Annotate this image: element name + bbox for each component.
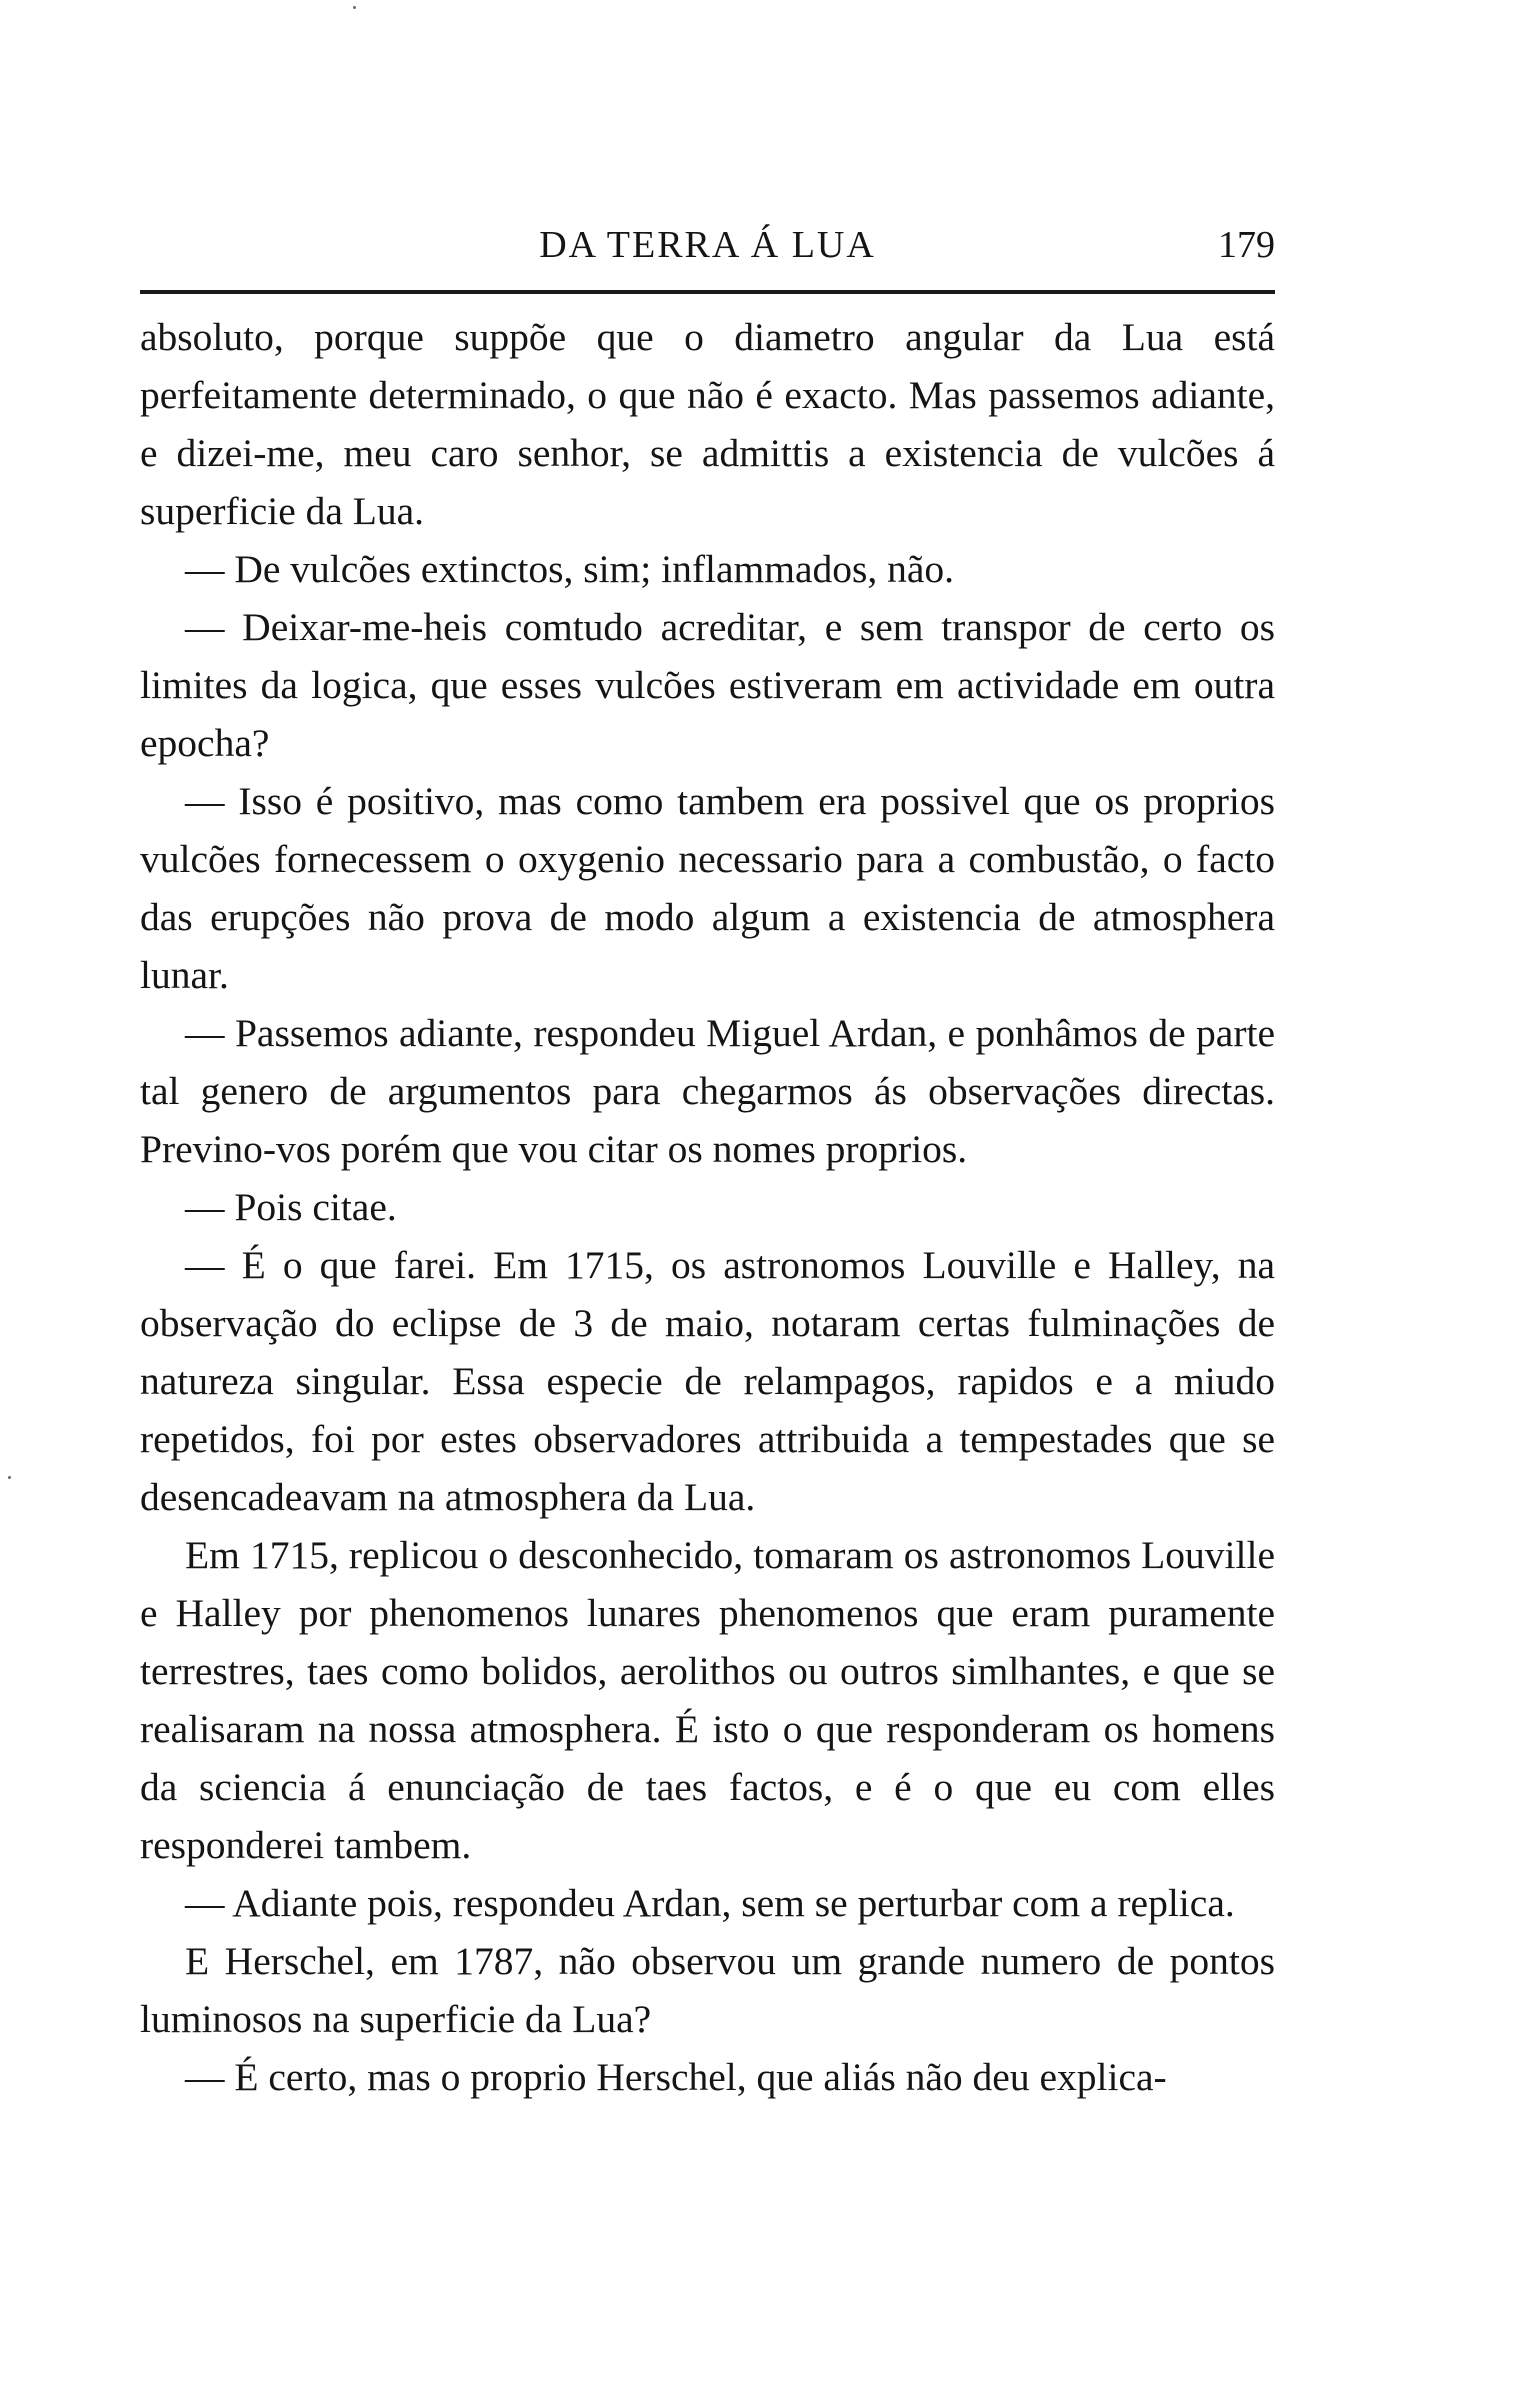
paragraph-continuation: absoluto, porque suppõe que o diametro angular da Lua está perfeitamente determinado, o que não é exacto. Mas passemos adiante, e dizei-me, meu caro senhor, se admittis a existencia de vulcões á superficie da Lua. — [140, 315, 1275, 533]
dialogue-paragraph: — Isso é positivo, mas como tambem era possivel que os proprios vulcões fornecessem o oxygenio necessario para a combustão, o facto das erupções não prova de modo algum a existencia de atmosphera lunar. — [140, 779, 1275, 997]
header-rule — [140, 290, 1275, 294]
scan-speck — [8, 1476, 11, 1479]
dialogue-paragraph: — De vulcões extinctos, sim; inflammados, não. — [185, 547, 955, 591]
dialogue-paragraph: — Deixar-me-heis comtudo acreditar, e sem transpor de certo os limites da logica, que esses vulcões estiveram em actividade em outra epocha? — [140, 605, 1275, 765]
dialogue-paragraph: E Herschel, em 1787, não observou um grande numero de pontos luminosos na superficie da Lua? — [140, 1939, 1275, 2041]
dialogue-paragraph: Em 1715, replicou o desconhecido, tomaram os astronomos Louville e Halley por phenomenos lunares phenomenos que eram puramente terrestres, taes como bolidos, aerolithos ou outros simlhantes, e que se realisaram na nossa atmosphera. É isto o que responderam os homens da sciencia á enunciação de taes factos, e é o que eu com elles responderei tambem. — [140, 1533, 1275, 1867]
scan-speck — [353, 6, 356, 9]
dialogue-paragraph: — Pois citae. — [185, 1185, 397, 1229]
dialogue-paragraph: — Adiante pois, respondeu Ardan, sem se perturbar com a replica. — [185, 1881, 1235, 1925]
body-text — [140, 308, 1275, 2106]
page-header — [140, 222, 1275, 272]
dialogue-paragraph: — É certo, mas o proprio Herschel, que aliás não deu explica- — [185, 2055, 1167, 2099]
dialogue-paragraph: — É o que farei. Em 1715, os astronomos Louville e Halley, na observação do eclipse de 3 de maio, notaram certas fulminações de natureza singular. Essa especie de relampagos, rapidos e a miudo repetidos, foi por estes observadores attribuida a tempestades que se desencadeavam na atmosphera da Lua. — [140, 1243, 1275, 1519]
page-number: 179 — [1218, 224, 1275, 266]
dialogue-paragraph: — Passemos adiante, respondeu Miguel Ardan, e ponhâmos de parte tal genero de argumentos para chegarmos ás observações directas. Previno-vos porém que vou citar os nomes proprios. — [140, 1011, 1275, 1171]
running-title: DA TERRA Á LUA — [539, 224, 876, 266]
